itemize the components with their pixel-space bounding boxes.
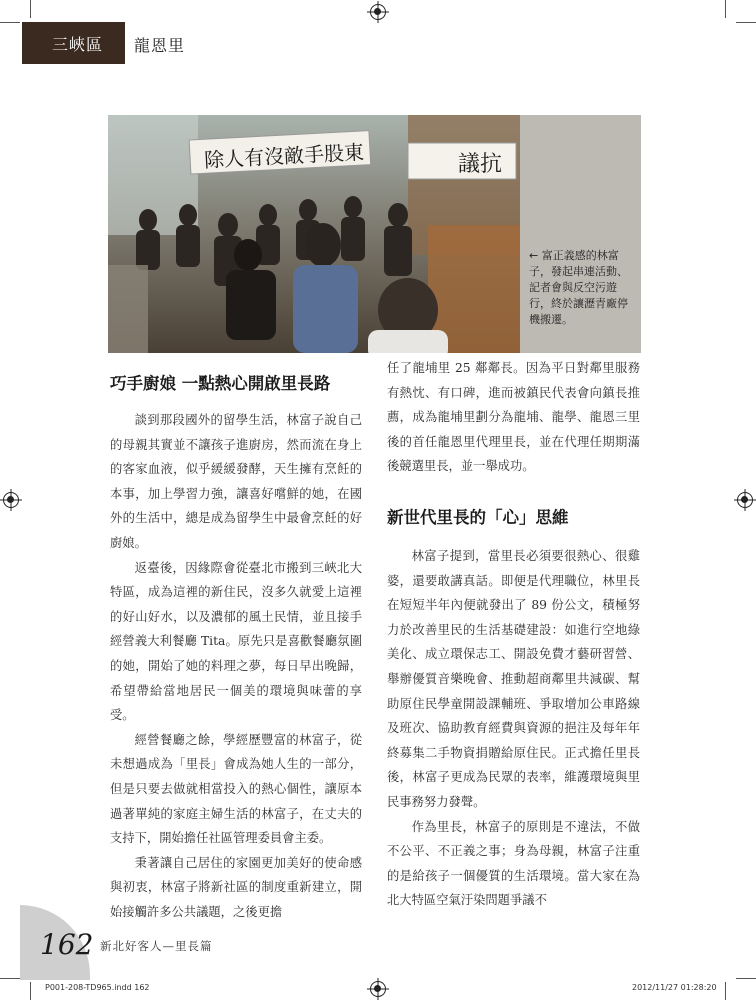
print-slug-date: 2012/11/27 01:28:20	[632, 983, 717, 992]
paragraph: 任了龍埔里 25 鄰鄰長。因為平日對鄰里服務有熱忱、有口碑，進而被鎮民代表會向鎮長推薦，成為龍埔里劃分為龍埔、龍學、龍恩三里後的首任龍恩里代理里長，並在代理任期期滿後競選里長，並一舉成功。	[387, 361, 640, 474]
registration-mark-icon	[370, 4, 386, 20]
registration-mark-icon	[737, 492, 753, 508]
right-column-continued	[387, 356, 640, 479]
right-column-text	[387, 544, 640, 913]
crop-mark	[30, 982, 31, 1000]
registration-mark-icon	[370, 981, 386, 997]
village-label: 龍恩里	[134, 36, 186, 55]
paragraph: 返臺後，因緣際會從臺北市搬到三峽北大特區，成為這裡的新住民，沒多久就愛上這裡的好山好水，以及濃郁的風土民情，並且接手經營義大利餐廳 Tita。原先只是喜歡餐廳氛圍的她，開始了她的料理之夢，每日早出晚歸，希望帶給當地居民一個美的環境與味蕾的享受。	[110, 560, 362, 723]
print-slug-file: P001-208-TD965.indd 162	[45, 983, 150, 992]
paragraph: 作為里長，林富子的原則是不違法，不做不公平、不正義之事；身為母親，林富子注重的是給孩子一個優質的生活環境。當大家在為北大特區空氣汙染問題爭議不	[387, 819, 640, 908]
book-title: 新北好客人—里長篇	[100, 939, 213, 953]
paragraph: 經營餐廳之餘，學經歷豐富的林富子，從未想過成為「里長」會成為她人生的一部分，但是只要去做就相當投入的熱心個性，讓原本過著單純的家庭主婦生活的林富子，在丈夫的支持下，開始擔任社區管理委員會主委。	[110, 732, 362, 846]
crop-mark	[0, 978, 20, 979]
banner-left-text: 除人有沒敵手股東	[203, 139, 365, 173]
photo-caption: ← 富正義感的林富子，發起串連活動、記者會與反空污遊行，終於讓瀝青廠停機搬遷。	[529, 249, 628, 326]
crop-mark	[0, 22, 20, 23]
crop-mark	[736, 22, 756, 23]
district-label: 三峽區	[22, 22, 125, 64]
paragraph: 談到那段國外的留學生活，林富子說自己的母親其實並不讓孩子進廚房，然而流在身上的客家血液，似乎緩緩發酵，天生擁有烹飪的本事，加上學習力強，讓喜好嚐鮮的她，在國外的生活中，總是成為留學生中最會烹飪的好廚娘。	[110, 413, 362, 550]
paragraph: 林富子提到，當里長必須要很熱心、很雞婆，還要敢講真話。即便是代理職位，林里長在短短半年內便就發出了 89 份公文，積極努力於改善里民的生活基礎建設：如進行空地綠美化、成立環保志工、開設免費才藝研習營、舉辦優質音樂晚會、推動超商鄰里共減碳、幫助原住民學童開設課輔班、爭取增加公車路線及班次、協助教育經費與資源的挹注及每年年終募集二手物資捐贈給原住民。正式擔任里長後，林富子更成為民眾的表率，維護環境與里民事務努力發聲。	[387, 549, 640, 809]
section-heading-new-era: 新世代里長的「心」思維	[387, 508, 569, 527]
crop-mark	[736, 978, 756, 979]
crop-mark	[725, 982, 726, 1000]
crop-mark	[30, 0, 31, 18]
paragraph: 秉著讓自己居住的家園更加美好的使命感與初衷，林富子將新社區的制度重新建立，開始接觸許多公共議題，之後更擔	[110, 855, 362, 919]
crop-mark	[725, 0, 726, 18]
banner-right-text: 議抗	[458, 152, 503, 177]
meeting-photo	[108, 115, 520, 353]
page-number: 162	[40, 928, 94, 961]
section-heading-chef: 巧手廚娘 一點熱心開啟里長路	[110, 374, 331, 393]
registration-mark-icon	[3, 492, 19, 508]
left-column-text	[110, 408, 362, 924]
